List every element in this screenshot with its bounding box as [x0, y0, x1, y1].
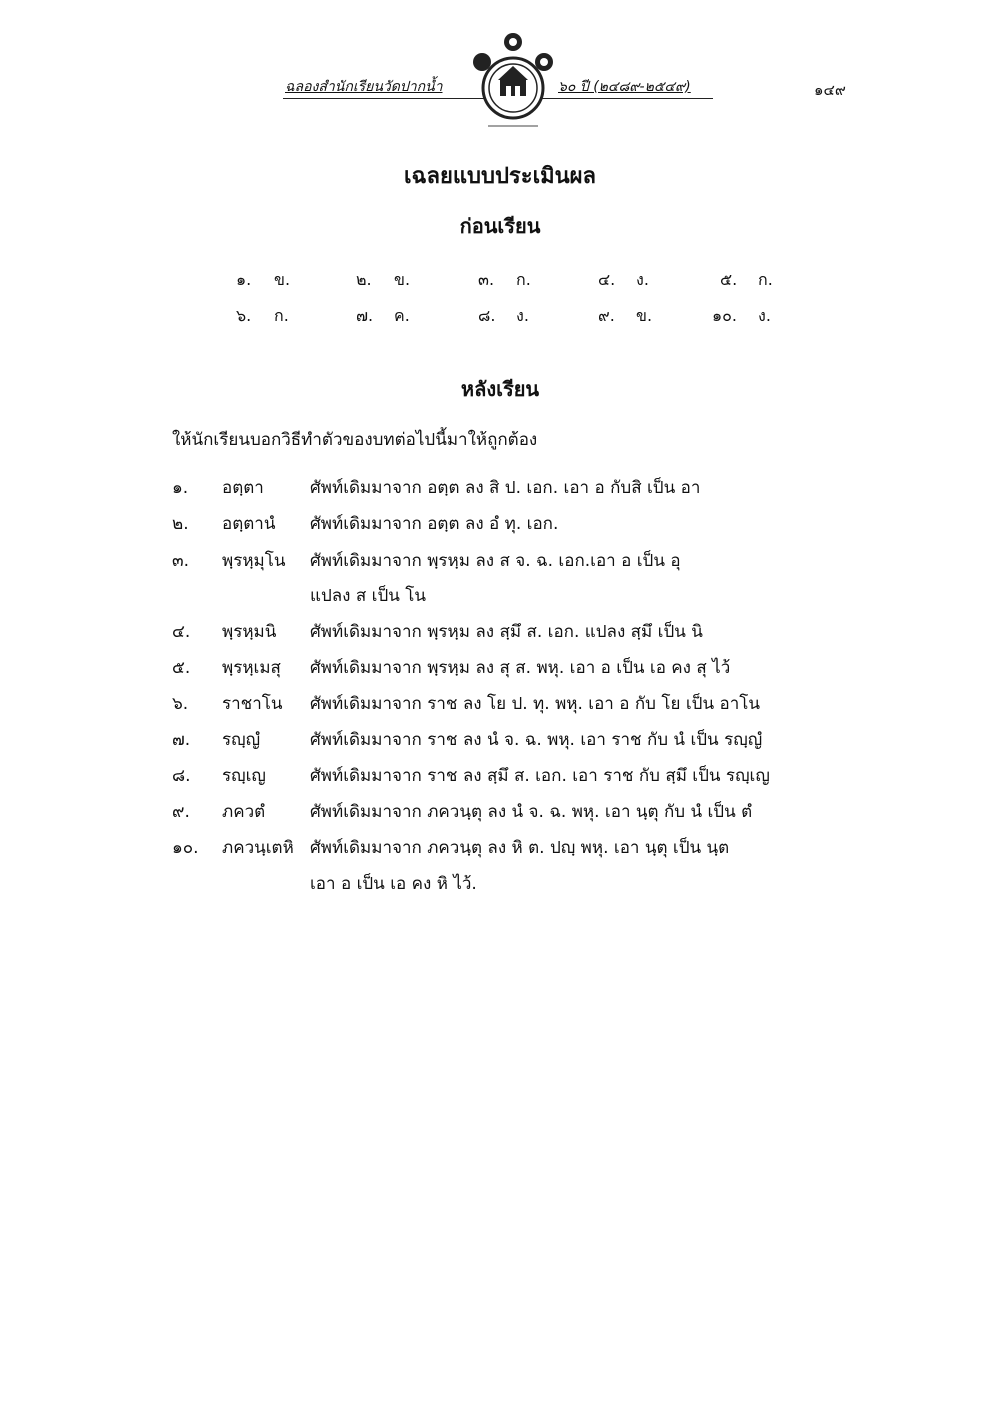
item-description: ศัพท์เดิมมาจาก พฺรหฺม ลง สฺมึ ส. เอก. แปลง สฺมึ เป็น นิ — [310, 622, 703, 642]
pretest-answer — [478, 304, 529, 329]
item-description: ศัพท์เดิมมาจาก ภควนฺตุ ลง หิ ต. ปญฺ พหุ. เอา นฺตุ เป็น นฺต — [310, 838, 730, 858]
answer-choice: ค. — [394, 306, 410, 325]
pretest-answer — [356, 304, 410, 329]
item-number: ๙. — [172, 802, 190, 822]
item-number: ๑๐. — [172, 838, 199, 858]
item-description-continued: แปลง ส เป็น โน — [310, 586, 427, 606]
answer-number: ๓. — [478, 270, 495, 289]
answer-number: ๑๐. — [712, 306, 738, 325]
item-number: ๓. — [172, 551, 190, 571]
item-word: รญฺญํ — [222, 730, 261, 750]
answer-number: ๒. — [356, 270, 372, 289]
answer-number: ๑. — [236, 270, 252, 289]
item-description: ศัพท์เดิมมาจาก อตฺต ลง อํ ทุ. เอก. — [310, 514, 559, 534]
item-description: ศัพท์เดิมมาจาก พฺรหฺม ลง ส จ. ฉ. เอก.เอา อ เป็น อุ — [310, 551, 681, 571]
item-word: รญฺเญ — [222, 766, 266, 786]
answer-choice: ข. — [394, 270, 411, 289]
item-number: ๒. — [172, 514, 189, 534]
answer-choice: ก. — [274, 306, 289, 325]
item-number: ๑. — [172, 478, 189, 498]
pretest-answer — [236, 304, 289, 329]
answer-number: ๖. — [236, 306, 252, 325]
temple-emblem-icon — [468, 30, 558, 130]
item-number: ๔. — [172, 622, 191, 642]
answer-choice: ง. — [636, 270, 649, 289]
item-number: ๖. — [172, 694, 189, 714]
item-number: ๘. — [172, 766, 191, 786]
item-word: อตฺตา — [222, 478, 264, 498]
item-word: ราชาโน — [222, 694, 283, 714]
item-word: พฺรหฺมุโน — [222, 551, 286, 571]
answer-choice: ก. — [516, 270, 531, 289]
item-description: ศัพท์เดิมมาจาก ราช ลง สฺมึ ส. เอก. เอา ราช กับ สฺมึ เป็น รญฺเญ — [310, 766, 770, 786]
pretest-heading: ก่อนเรียน — [459, 214, 541, 238]
item-number: ๕. — [172, 658, 191, 678]
answer-choice: ง. — [758, 306, 771, 325]
item-description: ศัพท์เดิมมาจาก อตฺต ลง สิ ป. เอก. เอา อ กับสิ เป็น อา — [310, 478, 701, 498]
item-description: ศัพท์เดิมมาจาก ราช ลง นํ จ. ฉ. พหุ. เอา ราช กับ นํ เป็น รญฺญํ — [310, 730, 763, 750]
header-middle-text: ๖๐ ปี (๒๔๘๙-๒๕๔๙) — [558, 79, 691, 95]
item-word: อตฺตานํ — [222, 514, 276, 534]
answer-number: ๙. — [598, 306, 615, 325]
item-number: ๗. — [172, 730, 191, 750]
item-word: ภควตํ — [222, 802, 266, 822]
pretest-answer — [720, 268, 773, 293]
pretest-answer — [478, 268, 531, 293]
pretest-answer — [236, 268, 290, 293]
item-description-continued: เอา อ เป็น เอ คง หิ ไว้. — [310, 874, 477, 894]
pretest-answer — [598, 268, 649, 293]
answer-choice: ข. — [636, 306, 653, 325]
answer-number: ๔. — [598, 270, 616, 289]
posttest-instruction: ให้นักเรียนบอกวิธีทำตัวของบทต่อไปนี้มาให้ถูกต้อง — [172, 430, 538, 450]
header-left-text: ฉลองสำนักเรียนวัดปากน้ำ — [285, 79, 443, 95]
answer-number: ๘. — [478, 306, 496, 325]
pretest-answer — [598, 304, 652, 329]
answer-choice: ง. — [516, 306, 529, 325]
item-word: พฺรหฺเมสุ — [222, 658, 281, 678]
page-title: เฉลยแบบประเมินผล — [403, 164, 597, 189]
answer-number: ๗. — [356, 306, 374, 325]
page-number: ๑๔๙ — [814, 81, 846, 99]
item-description: ศัพท์เดิมมาจาก พฺรหฺม ลง สุ ส. พหุ. เอา อ เป็น เอ คง สุ ไว้ — [310, 658, 731, 678]
pretest-answer — [712, 304, 771, 329]
item-word: พฺรหฺมนิ — [222, 622, 277, 642]
answer-choice: ข. — [274, 270, 291, 289]
answer-number: ๕. — [720, 270, 738, 289]
item-description: ศัพท์เดิมมาจาก ราช ลง โย ป. ทุ. พหุ. เอา อ กับ โย เป็น อาโน — [310, 694, 760, 714]
item-description: ศัพท์เดิมมาจาก ภควนฺตุ ลง นํ จ. ฉ. พหุ. เอา นฺตุ กับ นํ เป็น ตํ — [310, 802, 753, 822]
item-word: ภควนฺเตหิ — [222, 838, 294, 858]
pretest-answer — [356, 268, 410, 293]
posttest-heading: หลังเรียน — [460, 377, 540, 401]
answer-choice: ก. — [758, 270, 773, 289]
